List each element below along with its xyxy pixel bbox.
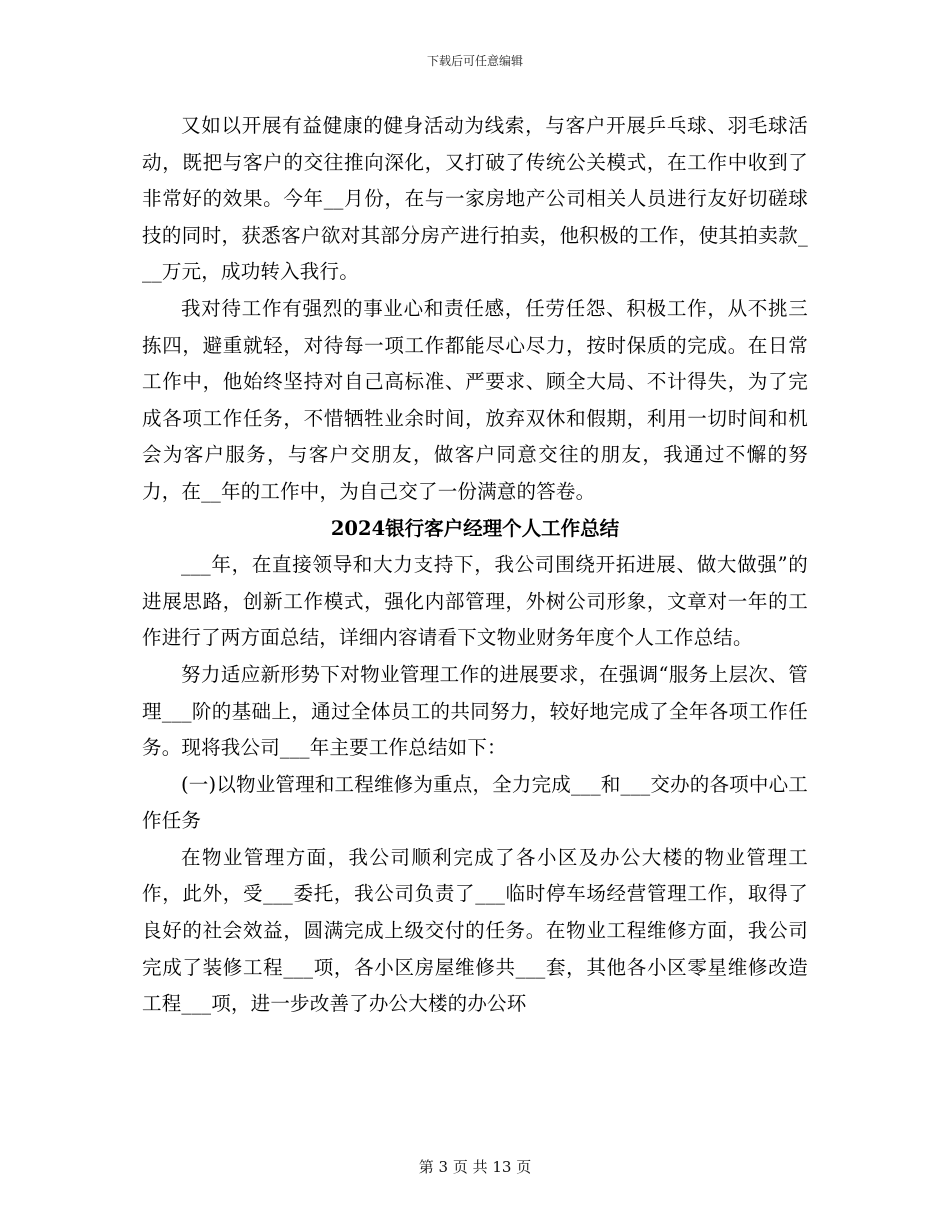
- paragraph: 在物业管理方面，我公司顺利完成了各小区及办公大楼的物业管理工作，此外，受___委托，我公司负责了___临时停车场经营管理工作，取得了良好的社会效益，圆满完成上级交付的任务。在物业工程维修方面，我公司完成了装修工程___项，各小区房屋维修共___套，其他各小区零星维修改造工程___项，进一步改善了办公大楼的办公环: [142, 845, 808, 1016]
- page-header: 下载后可任意编辑: [426, 54, 523, 68]
- page-footer: 第 3 页 共 13 页: [418, 1158, 532, 1176]
- paragraph: (一)以物业管理和工程维修为重点，全力完成___和___交办的各项中心工作任务: [142, 772, 808, 833]
- document-body: [142, 108, 808, 1023]
- paragraph: 努力适应新形势下对物业管理工作的进展要求，在强调“服务上层次、管理___阶的基础上，通过全体员工的共同努力，较好地完成了全年各项工作任务。现将我公司___年主要工作总结如下：: [142, 662, 808, 760]
- section-title: 2024银行客户经理个人工作总结: [330, 516, 620, 540]
- paragraph: 又如以开展有益健康的健身活动为线索，与客户开展乒乓球、羽毛球活动，既把与客户的交往推向深化，又打破了传统公关模式，在工作中收到了非常好的效果。今年__月份，在与一家房地产公司相关人员进行友好切磋球技的同时，获悉客户欲对其部分房产进行拍卖，他积极的工作，使其拍卖款___万元，成功转入我行。: [142, 114, 808, 284]
- paragraph: ___年，在直接领导和大力支持下，我公司围绕开拓进展、做大做强”的进展思路，创新工作模式，强化内部管理，外树公司形象，文章对一年的工作进行了两方面总结，详细内容请看下文物业财务年度个人工作总结。: [142, 553, 808, 650]
- paragraph: 我对待工作有强烈的事业心和责任感，任劳任怨、积极工作，从不挑三拣四，避重就轻，对待每一项工作都能尽心尽力，按时保质的完成。在日常工作中，他始终坚持对自己高标准、严要求、顾全大局、不计得失，为了完成各项工作任务，不惜牺牲业余时间，放弃双休和假期，利用一切时间和机会为客户服务，与客户交朋友，做客户同意交往的朋友，我通过不懈的努力，在__年的工作中，为自己交了一份满意的答卷。: [142, 296, 808, 503]
